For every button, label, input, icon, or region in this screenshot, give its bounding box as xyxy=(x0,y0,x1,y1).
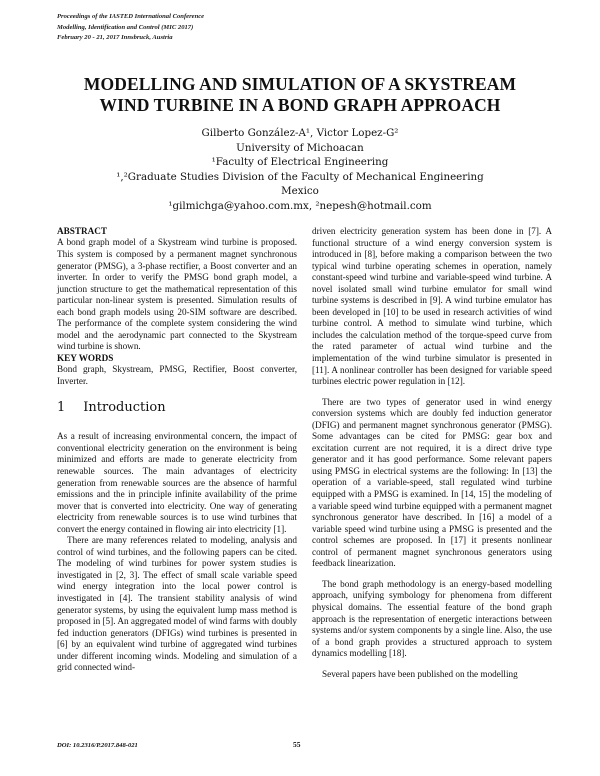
country: Mexico xyxy=(281,185,319,198)
author-block xyxy=(80,126,520,214)
paper-title xyxy=(40,74,560,116)
abstract-text: A bond graph model of a Skystream wind turbine is proposed. This system is composed by a permanent magnet synchronous generator (PMSG), a 3-phase rectifier, a Boost converter and an inverter. In order to verify the PMSG bond graph model, a junction structure to get the mathematical representation of this particular non-linear system is presented. Simulation results of each bond graph models using 20-SIM software are described. The performance of the complete system considering the wind model and the aerodynamic part connected to the Skystream wind turbine is shown. xyxy=(57,237,297,352)
university: University of Michoacan xyxy=(236,141,364,154)
section-number: 1 xyxy=(57,400,66,416)
intro-paragraph-4: There are two types of generator used in wind energy conversion systems which are doubly fed induction generator (DFIG) and permanent magnet synchronous generator (PMSG). Some advantages can be cited for PMSG: gear box and excitation current are not required, it is a direct drive type generator and it has good performance. Some relevant papers using PMSG in electrical systems are the following: In [13] the operation of a variable-speed, stall regulated wind turbine equipped with a PMSG is examined. In [14, 15] the modeling of a variable speed wind turbine equipped with a permanent magnet synchronous generator have described. In [16] a model of a variable speed wind turbine using a PMSG is presented and the control schemes are proposed. In [17] it presents nonlinear control of permanent magnet synchronous generators using feedback linearization. xyxy=(312,396,552,569)
author-emails: ¹gilmichga@yahoo.com.mx, ²nepesh@hotmail.com xyxy=(168,199,432,212)
title-line-2: WIND TURBINE IN A BOND GRAPH APPROACH xyxy=(99,95,501,115)
conference-dates: February 20 - 21, 2017 Innsbruck, Austria xyxy=(57,34,173,41)
affiliation-1: ¹Faculty of Electrical Engineering xyxy=(211,156,389,169)
author-names: Gilberto González-A¹, Victor Lopez-G² xyxy=(201,127,399,139)
section-heading-introduction xyxy=(57,400,297,416)
abstract-heading: ABSTRACT xyxy=(57,226,108,236)
affiliation-2: ¹,²Graduate Studies Division of the Faculty of Mechanical Engineering xyxy=(116,170,484,183)
keywords-text: Bond graph, Skystream, PMSG, Rectifier, Boost converter, Inverter. xyxy=(57,364,297,386)
doi: DOI: 10.2316/P.2017.848-021 xyxy=(57,742,138,749)
intro-paragraph-2: There are many references related to modeling, analysis and control of wind turbines, and the following papers can be cited. The modeling of wind turbines for power system studies is investigated in [2, 3]. The effect of small scale variable speed wind energy integration into the local power control is investigated in [4]. The transient stability analysis of wind generator systems, by using the equivalent lump mass method is proposed in [5]. An aggregated model of wind farms with doubly fed induction generators (DFIGs) wind turbines is presented in [6] by an equivalent wind turbine of aggregated wind turbines under different incoming winds. Modeling and simulation of a grid connected wind- xyxy=(57,535,297,673)
proceedings-header xyxy=(57,12,204,44)
intro-paragraph-3: driven electricity generation system has been done in [7]. A functional structure of a wind energy conversion system is introduced in [8], before making a comparison between the two typical wind turbine operating schemes in operation, namely constant-speed wind turbine and variable-speed wind turbine. A novel isolated small wind turbine emulator for small wind turbine systems is described in [9]. A wind turbine emulator has been developed in [10] to be used in research activities of wind turbine control. A method to simulate wind turbine, which includes the calculation method of the torque-speed curve from the rated parameter of actual wind turbine and the implementation of the wind turbine simulator is presented in [11]. A nonlinear controller has been designed for variable speed turbines electric power regulation in [12]. xyxy=(312,226,552,387)
intro-paragraph-5: The bond graph methodology is an energy-based modelling approach, unifying symbology for phenomena from different physical domains. The essential feature of the bond graph approach is the representation of energetic interactions between systems and/or system components by a single line. Also, the use of a bond graph provides a structured approach to system dynamics modelling [18]. xyxy=(312,578,552,659)
intro-paragraph-1: As a result of increasing environmental concern, the impact of conventional electricity generation on the environment is being minimized and efforts are made to generate electricity from renewable sources. The main advantages of electricity generation from renewable sources are the absence of harmful emissions and the in principle infinite availability of the prime mover that is converted into electricity. One way of generating electricity from renewable sources is to use wind turbines that convert the energy contained in flowing air into electricity [1]. xyxy=(57,431,297,534)
section-title: Introduction xyxy=(83,400,166,416)
title-line-1: MODELLING AND SIMULATION OF A SKYSTREAM xyxy=(83,74,517,94)
proceedings-name: Proceedings of the IASTED International Conference xyxy=(57,13,205,20)
page-number: 55 xyxy=(293,740,301,749)
left-column xyxy=(57,226,297,674)
conference-name: Modelling, Identification and Control (MIC 2017) xyxy=(57,23,194,31)
right-column xyxy=(312,226,552,680)
keywords-heading: KEY WORDS xyxy=(57,352,114,363)
intro-paragraph-6: Several papers have been published on the modelling xyxy=(322,668,518,679)
